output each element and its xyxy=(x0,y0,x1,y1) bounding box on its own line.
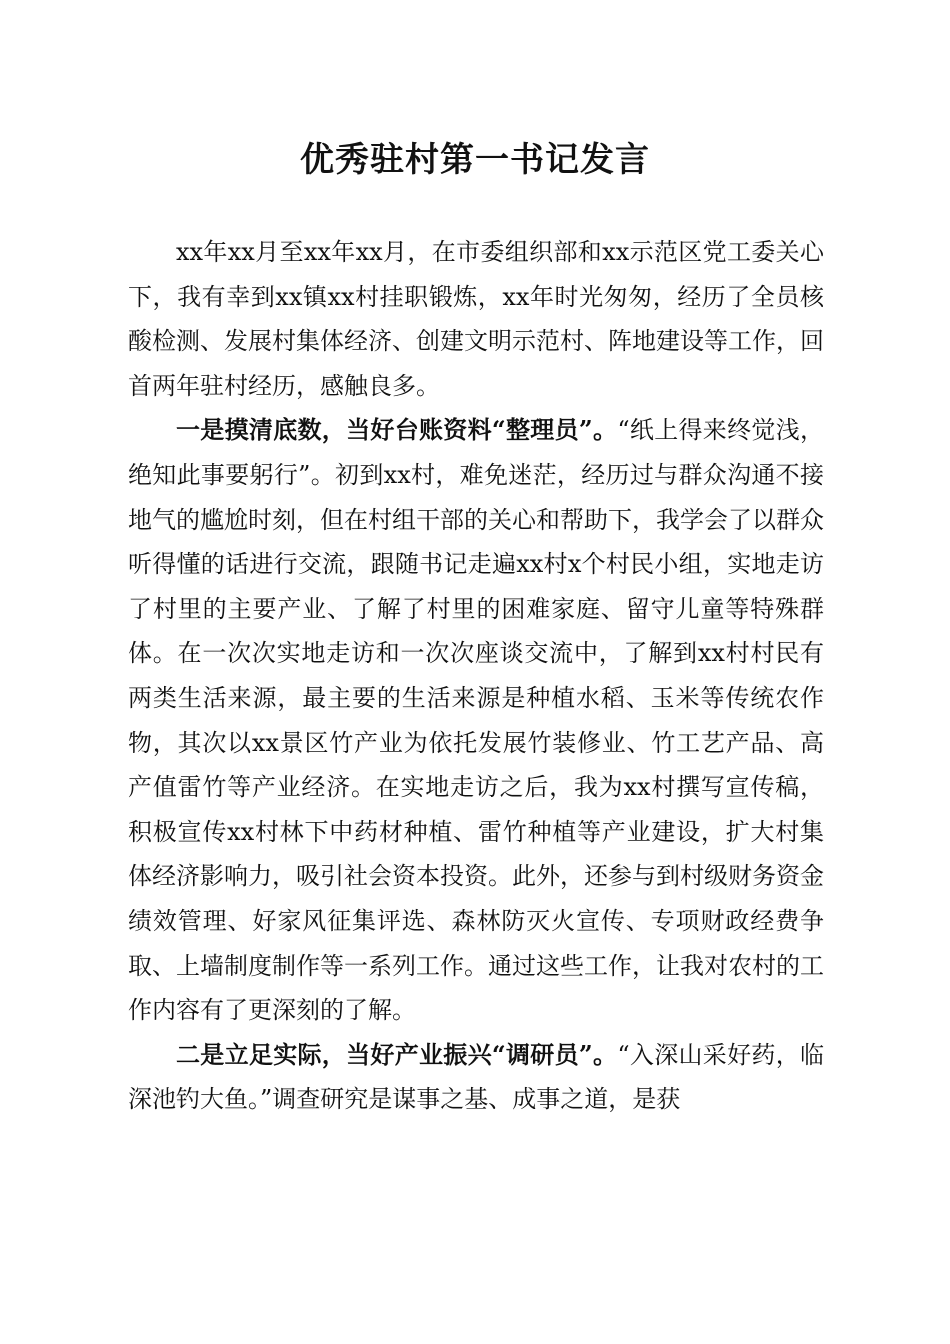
paragraph-intro xyxy=(128,230,824,408)
paragraph-text: xx年xx月至xx年xx月，在市委组织部和xx示范区党工委关心下，我有幸到xx镇xx村挂职锻炼，xx年时光匆匆，经历了全员核酸检测、发展村集体经济、创建文明示范村、阵地建设等工作，回首两年驻村经历，感触良多。 xyxy=(128,238,824,400)
paragraph-text: “入深山采好药，临深池钓大鱼。”调查研究是谋事之基、成事之道，是获 xyxy=(128,1040,824,1114)
document-body xyxy=(128,230,824,1122)
paragraph-lead: 一是摸清底数，当好台账资料“整理员”。 xyxy=(176,415,618,445)
paragraph-lead: 二是立足实际，当好产业振兴“调研员”。 xyxy=(176,1039,618,1069)
paragraph-text: “纸上得来终觉浅，绝知此事要躬行”。初到xx村，难免迷茫，经历过与群众沟通不接地气的尴尬时刻，但在村组干部的关心和帮助下，我学会了以群众听得懂的话进行交流，跟随书记走遍xx村x个村民小组，实地走访了村里的主要产业、了解了村里的困难家庭、留守儿童等特殊群体。在一次次实地走访和一次次座谈交流中，了解到xx村村民有两类生活来源，最主要的生活来源是种植水稻、玉米等传统农作物，其次以xx景区竹产业为依托发展竹装修业、竹工艺产品、高产值雷竹等产业经济。在实地走访之后，我为xx村撰写宣传稿，积极宣传xx村林下中药材种植、雷竹种植等产业建设，扩大村集体经济影响力，吸引社会资本投资。此外，还参与到村级财务资金绩效管理、好家风征集评选、森林防灭火宣传、专项财政经费争取、上墙制度制作等一系列工作。通过这些工作，让我对农村的工作内容有了更深刻的了解。 xyxy=(128,416,824,1025)
paragraph-section-two xyxy=(128,1033,824,1122)
document-title: 优秀驻村第一书记发言 xyxy=(300,140,650,180)
paragraph-section-one xyxy=(128,408,824,1032)
